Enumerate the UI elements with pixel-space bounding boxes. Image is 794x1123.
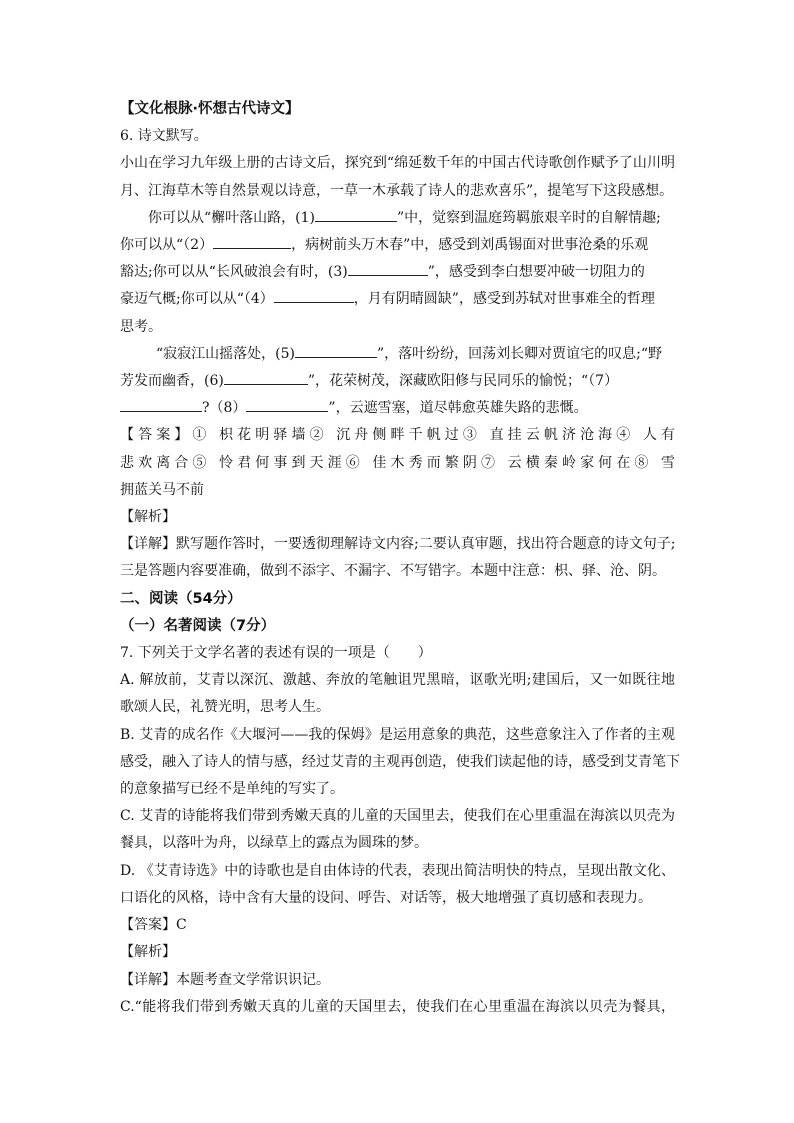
answer-item: ② 沉舟侧畔千帆过 (309, 427, 463, 444)
q6-text: ”中，觉察到温庭筠羁旅艰辛时的自解情趣; (397, 209, 661, 226)
answer-item: ⑤ 怜君何事到天涯 (192, 454, 346, 471)
fill-blank-1 (315, 208, 397, 222)
q6-text: ?（8） (202, 400, 247, 417)
detail-label: 【详解】 (120, 971, 176, 988)
q6-paragraph-line (120, 232, 675, 259)
q7-option-b-line1: B. 艾青的成名作《大堰河——我的保姆》是运用意象的典范，这些意象注入了作者的主观 (120, 726, 675, 743)
answer-item: ⑦ 云横秦岭家何在 (481, 454, 635, 471)
q6-paragraph-line (120, 368, 675, 395)
q6-intro-line1: 小山在学习九年级上册的古诗文后，探究到“绵延数千年的中国古代诗歌创作赋予了山川明 (120, 155, 675, 172)
detail-text: 本题考查文学常识识记。 (176, 971, 330, 988)
fill-blank-2 (213, 235, 291, 249)
answer-value: C (176, 917, 187, 934)
q7-option-d-line1: D. 《艾青诗选》中的诗歌也是自由体诗的代表，表现出简洁明快的特点，呈现出散文化、 (120, 862, 675, 879)
q6-text: ”，花荣树茂，深藏欧阳修与民同乐的愉悦；“（7） (307, 373, 619, 390)
q7-answer (120, 912, 675, 939)
q7-option-d-line2: 口语化的风格，诗中含有大量的设问、呼告、对话等，极大地增强了真切感和表现力。 (120, 889, 652, 906)
answer-item: ⑥ 佳木秀而繁阴 (345, 454, 482, 471)
q6-text: ”，云遮雪塞，道尽韩愈英雄失路的悲慨。 (328, 400, 588, 417)
q6-title: 6. 诗文默写。 (120, 128, 208, 145)
q6-text: 你可以从“檞叶落山路，(1) (148, 209, 315, 226)
answer-item: ① 枳花明驿墙 (192, 427, 310, 444)
q6-paragraph-line (120, 341, 675, 368)
q7-analysis-label: 【解析】 (120, 944, 176, 961)
q6-detail-line2: 三是答题内容要准确，做到不添字、不漏字、不写错字。本题中注意：枳、驿、沧、阴。 (120, 563, 666, 580)
q6-text: ，病树前头万木春”中，感受到刘禹锡面对世事沧桑的乐观 (291, 237, 649, 254)
q6-text: 豁达;你可以从“长风破浪会有时，(3) (120, 264, 348, 281)
q6-paragraph-line: 思考。 (120, 318, 162, 335)
q7-option-c-line2: 餐具，以落叶为舟，以绿草上的露点为圆珠的梦。 (120, 835, 428, 852)
q6-text: ”，感受到李白想要冲破一切阻力的 (427, 264, 645, 281)
q6-text: 芳发而幽香，(6) (120, 373, 224, 390)
q6-text: 你可以从“（2） (120, 237, 214, 254)
q6-detail-line1 (120, 531, 675, 558)
q7-title: 7. 下列关于文学名著的表述有误的一项是（ ） (120, 645, 432, 662)
q6-answer-line2 (120, 450, 675, 477)
q6-text: 豪迈气概;你可以从“（4） (120, 291, 274, 308)
detail-label: 【详解】 (120, 536, 176, 553)
q7-last-line: C.“能将我们带到秀嫩天真的儿童的天国里去，使我们在心里重温在海滨以贝壳为餐具， (120, 998, 675, 1015)
q6-analysis-label: 【解析】 (120, 509, 176, 526)
q7-detail (120, 967, 675, 994)
fill-blank-6 (224, 371, 308, 385)
answer-label: 【答案】 (120, 427, 193, 444)
fill-blank-7 (120, 398, 202, 412)
fill-blank-4 (274, 289, 354, 303)
section-heading: 【文化根脉·怀想古代诗文】 (120, 101, 300, 117)
q6-answer-line1 (120, 422, 675, 449)
q6-paragraph-line (120, 205, 675, 232)
q7-option-c-line1: C. 艾青的诗能将我们带到秀嫩天真的儿童的天国里去，使我们在心里重温在海滨以贝壳为 (120, 808, 675, 825)
q6-paragraph-line (120, 286, 675, 313)
q6-text: ”，落叶纷纷，回荡刘长卿对贾谊宅的叹息;“野 (377, 345, 663, 362)
fill-blank-3 (348, 262, 428, 276)
detail-text: 默写题作答时，一要透彻理解诗文内容;二要认真审题，找出符合题意的诗文句子; (176, 536, 676, 553)
fill-blank-5 (295, 344, 377, 358)
q6-answer-line3: 拥蓝关马不前 (120, 481, 204, 498)
document-page (120, 96, 680, 1021)
q6-paragraph-line (120, 395, 675, 422)
fill-blank-8 (246, 398, 328, 412)
sub-heading: （一）名著阅读（7分） (120, 617, 276, 634)
answer-item: ⑧ 雪 (634, 454, 676, 471)
answer-item: 悲欢离合 (120, 454, 193, 471)
q6-intro-line2: 月、江海草木等自然景观以诗意，一草一木承载了诗人的悲欢喜乐”，提笔写下这段感想。 (120, 182, 674, 199)
q7-option-a-line1: A. 解放前，艾青以深沉、激越、奔放的笔触诅咒黑暗，讴歌光明;建国后，又一如既往地 (120, 672, 675, 689)
q6-text: “寂寂江山摇落处，(5) (156, 345, 295, 362)
answer-item: ④ 人有 (616, 427, 676, 444)
q6-paragraph-line (120, 259, 675, 286)
reading-heading: 二、阅读（54分） (120, 590, 242, 607)
q6-text: ，月有阴晴圆缺”，感受到苏轼对世事难全的哲理 (353, 291, 655, 308)
answer-label: 【答案】 (120, 917, 176, 934)
q7-option-b-line3: 的意象描写已经不是单纯的写实了。 (120, 781, 344, 798)
q7-option-a-line2: 歌颂人民，礼赞光明，思考人生。 (120, 699, 330, 716)
q7-option-b-line2: 感受，融入了诗人的情与感，经过艾青的主观再创造，使我们读起他的诗，感受到艾青笔下 (120, 753, 680, 770)
answer-item: ③ 直挂云帆济沧海 (462, 427, 617, 444)
